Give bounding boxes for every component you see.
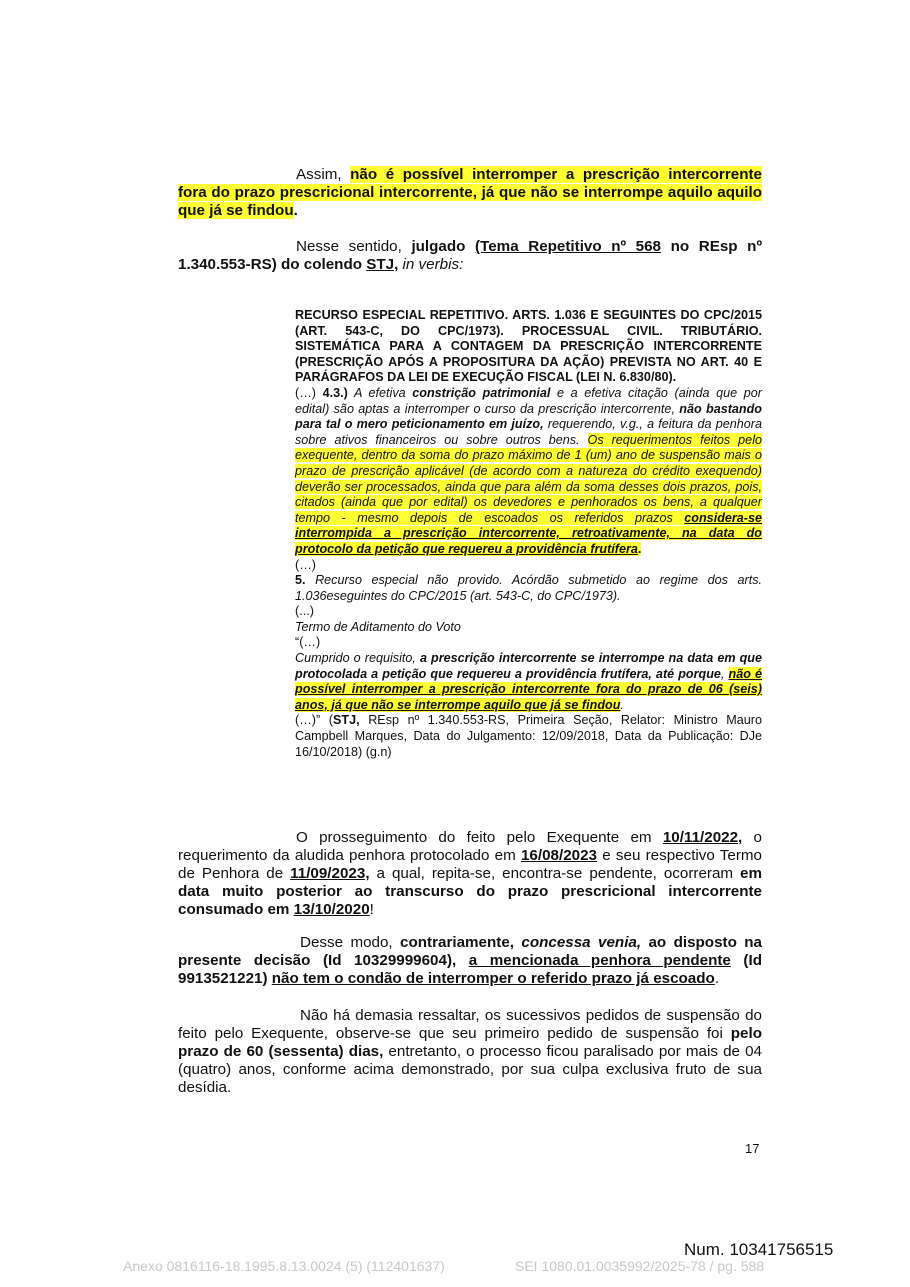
text: . <box>714 970 720 987</box>
italic-text: . <box>620 697 624 712</box>
text: Assim, <box>296 166 351 183</box>
ellipsis-line: “(…) <box>295 635 321 650</box>
paragraph-prosseguimento <box>178 829 762 919</box>
highlighted-text: Os requerimentos feitos pelo exequente, dentro da soma do prazo máximo de 1 (um) ano de suspensão mais o prazo de prescrição aplicável (de acordo com a natureza do crédito exequendo) deverão ser processados, ainda que para além da soma desses dois prazos, pois, citados (ainda que por edital) os devedores e penhorados os bens, a qualquer tempo - mesmo depois de escoados os referidos prazos <box>295 432 762 525</box>
underlined-bold-text: 13/10/2020 <box>293 901 370 918</box>
italic-text: , <box>720 666 729 681</box>
bold-text: em data muito posterior ao transcurso do prazo prescricional intercorrente consumado em <box>178 865 762 918</box>
block-quote <box>295 308 762 760</box>
text: o requerimento da aludida penhora protocolado em <box>178 829 762 864</box>
highlighted-text: não é possível interromper a prescrição intercorrente fora do prazo prescricional intercorrente, já que não se interrompe aquilo aquilo que já se findou <box>178 166 762 219</box>
footer-sei-reference: SEI 1080.01.0035992/2025-78 / pg. 588 <box>515 1258 765 1274</box>
quote-item-4-3 <box>295 386 762 558</box>
text: a qual, repita-se, encontra-se pendente, ocorreram <box>369 865 741 882</box>
quote-item-5 <box>295 573 762 604</box>
text: e seu respectivo Termo de Penhora de <box>178 847 762 882</box>
italic-text: e a efetiva citação (ainda que por edital) são aptas a interromper o curso da prescrição intercorrente, <box>295 385 762 416</box>
bold-text: 5. <box>295 573 306 588</box>
underlined-bold-text: 16/08/2023 <box>520 847 597 864</box>
underlined-bold-text: 11/09/2023, <box>290 865 370 882</box>
highlighted-underlined-text: considera-se interrompida a prescrição intercorrente, retroativamente, na data do protocolo da petição que requereu a providência frutífera <box>295 510 762 556</box>
quote-ementa <box>295 308 762 386</box>
paragraph-desse-modo <box>178 934 762 988</box>
bold-italic-text: constrição patrimonial <box>412 385 551 400</box>
bold-text: (Id 9913521221) <box>178 952 762 987</box>
bold-text: no REsp nº 1.340.553-RS) do colendo <box>178 238 763 273</box>
bold-text: julgado <box>411 238 476 255</box>
text: ! <box>369 901 374 918</box>
paragraph-nesse-sentido <box>178 238 762 274</box>
document-number: Num. 10341756515 <box>684 1240 834 1259</box>
text: . <box>293 202 298 219</box>
text: Nesse sentido, <box>296 238 412 255</box>
italic-text: Termo de Aditamento do Voto <box>295 619 461 634</box>
bold-text: contrariamente, <box>400 934 522 951</box>
quote-termo <box>295 620 762 636</box>
italic-text: Cumprido o requisito, <box>295 651 420 666</box>
quote-citation <box>295 713 762 760</box>
bold-italic-text: concessa venia, <box>521 934 642 951</box>
underlined-bold-text: não tem o condão de interromper o referido prazo já escoado <box>271 970 715 987</box>
text: REsp nº 1.340.553-RS, Primeira Seção, Relator: Ministro Mauro Campbell Marques, Data do Julgamento: 12/09/2018, Data da Publicação: DJe 16/10/2018) (g.n) <box>295 713 762 759</box>
bold-text: RECURSO ESPECIAL REPETITIVO. ARTS. 1.036 E SEGUINTES DO CPC/2015 (ART. 543-C, DO CPC/1973). PROCESSUAL CIVIL. TRIBUTÁRIO. SISTEMÁTICA PARA A CONTAGEM DA PRESCRIÇÃO INTERCORRENTE (PRESCRIÇÃO APÓS A PROPOSITURA DA AÇÃO) PREVISTA NO ART. 40 E PARÁGRAFOS DA LEI DE EXECUÇÃO FISCAL (LEI N. 6.830/80). <box>295 308 762 385</box>
italic-text: A efetiva <box>347 385 413 400</box>
italic-text: Recurso especial não provido. Acórdão submetido ao regime dos arts. 1.036eseguintes do CPC/2015 (art. 543-C, do CPC/1973). <box>295 573 762 603</box>
footer-annex-reference: Anexo 0816116-18.1995.8.13.0024 (5) (112401637) <box>123 1258 445 1274</box>
text: O prosseguimento do feito pelo Exequente em <box>296 829 663 846</box>
text: (…)” ( <box>295 713 333 728</box>
text: entretanto, o processo ficou paralisado por mais de 04 (quatro) anos, conforme acima demonstrado, por sua culpa exclusiva fruto de sua desídia. <box>178 1043 762 1096</box>
underlined-bold-text: 10/11/2022, <box>662 829 743 846</box>
paragraph-assim <box>178 166 762 220</box>
italic-text: in verbis: <box>398 256 464 273</box>
bold-text: pelo prazo de 60 (sessenta) dias, <box>178 1025 762 1060</box>
ellipsis-line: (...) <box>295 604 314 619</box>
ellipsis-line: (…) <box>295 557 316 572</box>
bold-text: ao disposto na presente decisão (Id 10329999604), <box>178 934 762 969</box>
page-number: 17 <box>745 1141 760 1156</box>
paragraph-nao-ha-demasia <box>178 1007 762 1097</box>
text: Não há demasia ressaltar, os sucessivos pedidos de suspensão do feito pelo Exequente, observe-se que seu primeiro pedido de suspensão foi <box>178 1007 762 1042</box>
underlined-bold-text: (Tema Repetitivo nº 568 <box>475 238 662 255</box>
bold-text: STJ, <box>332 713 360 728</box>
text: (…) <box>295 385 323 400</box>
text: . <box>637 541 642 556</box>
italic-text: requerendo, v.g., a feitura da penhora sobre ativos financeiros ou sobre outros bens. <box>295 417 762 447</box>
highlighted-underlined-text: não é possível interromper a prescrição intercorrente fora do prazo de 06 (seis) anos, já que não se interrompe aquilo que já se findou <box>295 666 762 712</box>
bold-italic-text: a prescrição intercorrente se interrompe na data em que protocolada a petição que requereu a providência frutífera, até porque <box>295 651 762 681</box>
text: Desse modo, <box>300 934 401 951</box>
underlined-bold-text: STJ, <box>366 256 399 273</box>
quote-cumprido <box>295 651 762 713</box>
bold-text: 4.3.) <box>322 385 348 400</box>
bold-italic-text: não bastando para tal o mero peticionamento em juízo, <box>295 401 762 432</box>
underlined-bold-text: a mencionada penhora pendente <box>468 952 731 969</box>
